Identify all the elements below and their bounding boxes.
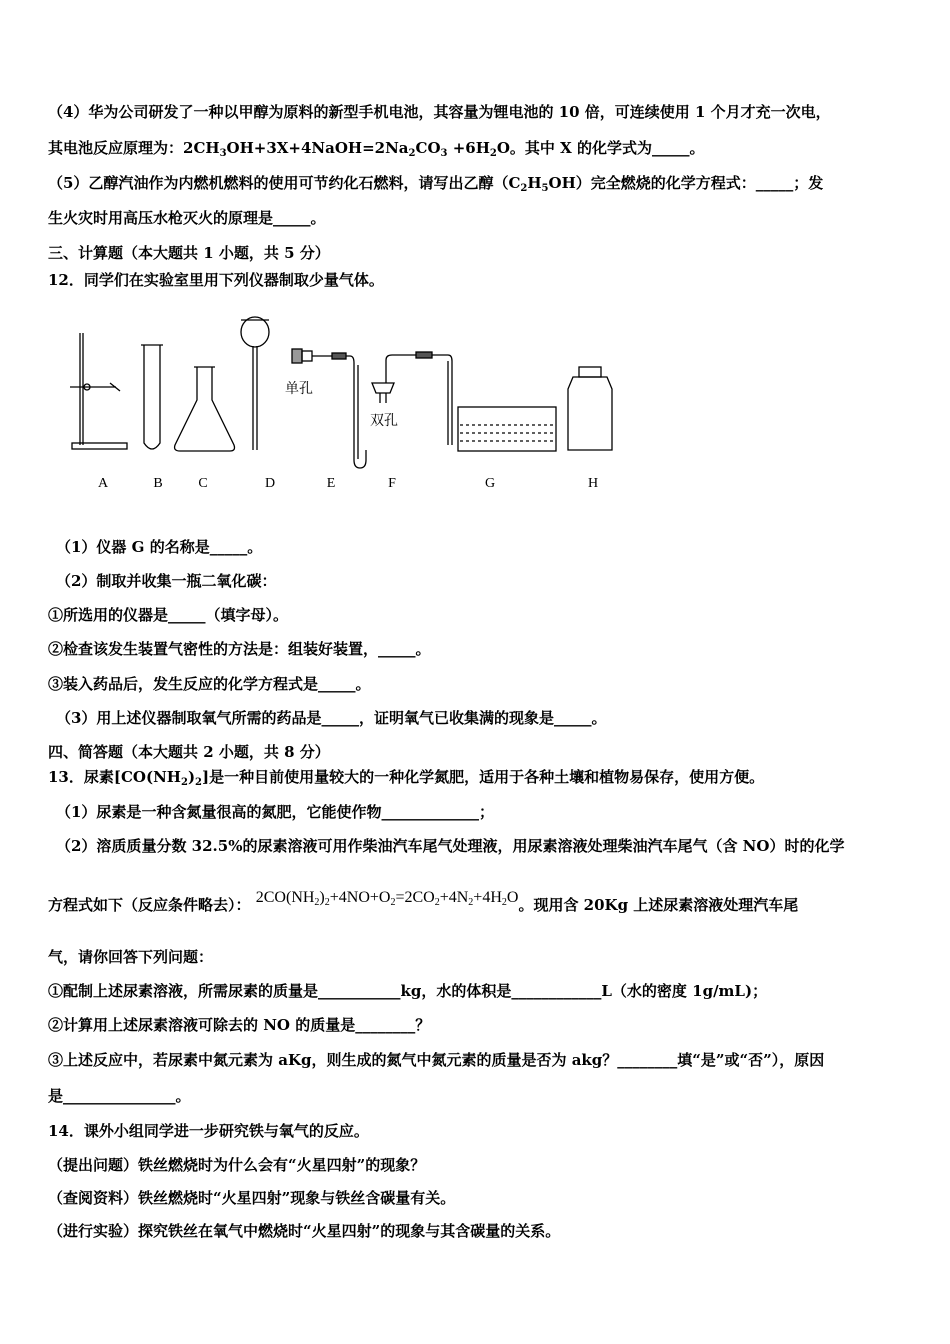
q13-part2: （2）溶质质量分数 32.5%的尿素溶液可用作柴油汽车尾气处理液，用尿素溶液处理柴油汽车尾气（含 NO）时的化学 <box>56 837 845 855</box>
text: +4N <box>439 889 469 906</box>
sub: 2 <box>489 148 497 159</box>
q11-part4-line2 <box>48 138 705 158</box>
text: O。其中 X 的化学式为_____。 <box>496 139 705 157</box>
q12-stem: 12．同学们在实验室里用下列仪器制取少量气体。 <box>48 271 384 289</box>
single-hole-label: 单孔 <box>285 382 313 397</box>
apparatus-figure <box>60 305 620 500</box>
section-4-title: 四、简答题（本大题共 2 小题，共 8 分） <box>48 743 330 761</box>
text: +4H <box>473 889 502 906</box>
q13-part1: （1）尿素是一种含氮量很高的氮肥，它能使作物_____________； <box>56 803 494 821</box>
sub: 2 <box>314 897 320 908</box>
q13-part2-equation-line <box>48 889 799 916</box>
double-hole-stopper-icon <box>372 352 452 445</box>
text: +4NO+O <box>329 889 391 906</box>
sub: 5 <box>541 183 549 194</box>
water-trough-icon <box>458 407 556 451</box>
single-hole-stopper-tube-icon <box>292 349 366 468</box>
test-tube-icon <box>141 345 163 449</box>
q13-sub3: ③上述反应中，若尿素中氮元素为 aKg，则生成的氮气中氮元素的质量是否为 akg？________填“是”或“否”），原因 <box>48 1051 825 1069</box>
q14-line2: （查阅资料）铁丝燃烧时“火星四射”现象与铁丝含碳量有关。 <box>48 1189 456 1207</box>
q11-part5-line1 <box>48 173 823 193</box>
text: ) <box>319 889 325 906</box>
q13-sub2: ②计算用上述尿素溶液可除去的 NO 的质量是________？ <box>48 1016 431 1034</box>
sub: 3 <box>219 148 227 159</box>
text: 方程式如下（反应条件略去）： <box>48 896 251 914</box>
reaction-equation <box>256 889 519 906</box>
q14-stem: 14．课外小组同学进一步研究铁与氧气的反应。 <box>48 1122 369 1140</box>
sub: 2 <box>324 897 330 908</box>
sub: 3 <box>440 148 448 159</box>
sub: 2 <box>390 897 396 908</box>
double-hole-label: 双孔 <box>370 414 398 429</box>
sub: 2 <box>408 148 416 159</box>
q12-part2-2: ②检查该发生装置气密性的方法是：组装好装置，_____。 <box>48 640 431 658</box>
q11-part4-line1: （4）华为公司研发了一种以甲醇为原料的新型手机电池，其容量为锂电池的 10 倍，可连续使用 1 个月才充一次电， <box>48 103 831 121</box>
text: ( <box>285 889 292 906</box>
q12-part2: （2）制取并收集一瓶二氧化碳： <box>56 572 277 590</box>
q13-stem <box>48 767 764 787</box>
long-neck-funnel-icon <box>241 317 269 450</box>
text: O <box>506 889 519 906</box>
sub: 2 <box>180 777 188 788</box>
text: OH）完全燃烧的化学方程式：_____；发 <box>548 174 824 192</box>
label-d: D <box>264 476 276 491</box>
text: CO <box>415 139 441 157</box>
text: 13．尿素[CO(NH <box>48 768 181 786</box>
q14-line1: （提出问题）铁丝燃烧时为什么会有“火星四射”的现象？ <box>48 1156 426 1174</box>
label-f: F <box>388 476 396 491</box>
q12-part2-3: ③装入药品后，发生反应的化学方程式是_____。 <box>48 675 371 693</box>
text: 2CO <box>255 889 286 906</box>
text: OH+3X+4NaOH=2Na <box>226 139 409 157</box>
label-b: B <box>153 476 163 491</box>
sub: 2 <box>501 897 507 908</box>
conical-flask-icon <box>175 367 235 451</box>
sub: 2 <box>434 897 440 908</box>
label-g: G <box>484 476 496 491</box>
q11-part5-line2: 生火灾时用高压水枪灭火的原理是_____。 <box>48 209 326 227</box>
sub: 2 <box>468 897 474 908</box>
q12-part3: （3）用上述仪器制取氧气所需的药品是_____，证明氧气已收集满的现象是_____。 <box>56 709 607 727</box>
q12-part1: （1）仪器 G 的名称是_____。 <box>56 538 263 556</box>
q12-part2-1: ①所选用的仪器是_____（填字母）。 <box>48 606 289 624</box>
text: ) <box>187 768 196 786</box>
text: =2CO <box>395 889 435 906</box>
text: ]是一种目前使用量较大的一种化学氮肥，适用于各种土壤和植物易保存，使用方便。 <box>202 768 765 786</box>
q13-sub3-cont: 是_______________。 <box>48 1087 191 1105</box>
label-e: E <box>326 476 336 491</box>
gas-bottle-icon <box>568 367 612 450</box>
q13-sub1: ①配制上述尿素溶液，所需尿素的质量是___________kg，水的体积是____________L（水的密度 1g/mL)； <box>48 982 768 1000</box>
section-3-title: 三、计算题（本大题共 1 小题，共 5 分） <box>48 244 330 262</box>
q14-line3: （进行实验）探究铁丝在氧气中燃烧时“火星四射”的现象与其含碳量的关系。 <box>48 1222 561 1240</box>
sub: 2 <box>520 183 528 194</box>
text: H <box>527 174 542 192</box>
text: （5）乙醇汽油作为内燃机燃料的使用可节约化石燃料，请写出乙醇（C <box>48 174 521 192</box>
label-c: C <box>198 476 208 491</box>
text: 。现用含 20Kg 上述尿素溶液处理汽车尾 <box>518 896 799 914</box>
sub: 2 <box>195 777 203 788</box>
text: NH <box>291 889 315 906</box>
label-a: A <box>97 476 109 491</box>
text: 其电池反应原理为：2CH <box>48 139 220 157</box>
text: +6H <box>447 139 490 157</box>
q13-part2-cont: 气，请你回答下列问题： <box>48 948 214 966</box>
label-h: H <box>587 476 599 491</box>
iron-stand-icon <box>70 333 127 449</box>
